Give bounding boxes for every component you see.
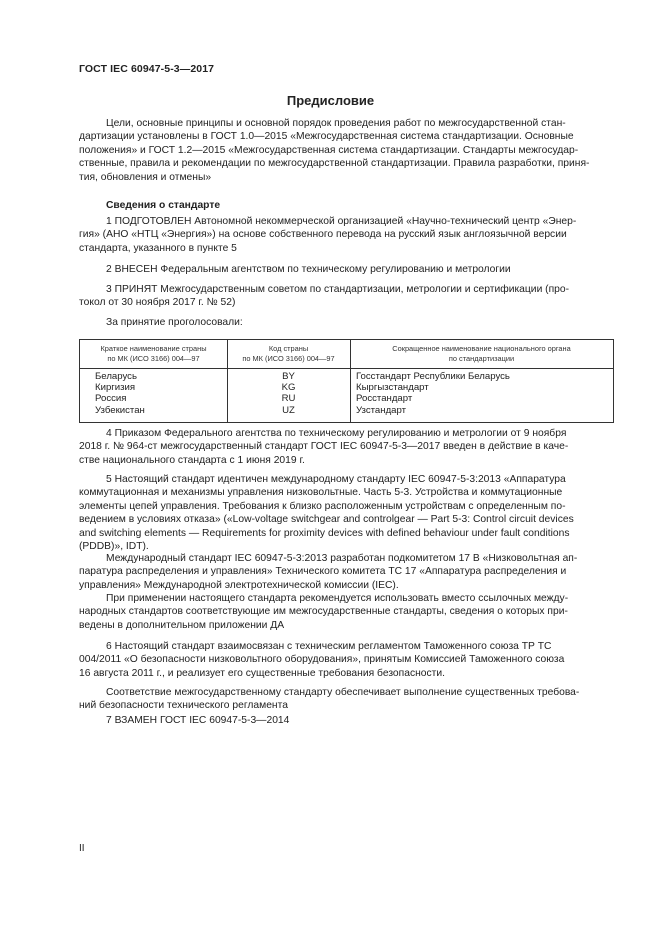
table-cell-country: Узбекистан [95, 404, 145, 416]
page-number: II [79, 843, 85, 854]
paragraph-1: 1 ПОДГОТОВЛЕН Автономной некоммерческой организацией «Научно-технический центр «Энер- гия» (АНО «НТЦ «Энергия») на основе собственного перевода на русский язык англоязычной версии стандарта, указанного в пункте 5 [79, 216, 577, 254]
code-column [227, 371, 350, 416]
table-cell-country: Беларусь [95, 371, 137, 382]
page-title: Предисловие [286, 93, 375, 108]
paragraph-3: 3 ПРИНЯТ Межгосударственным советом по стандартизации, метрологии и сертификации (про- токол от 30 ноября 2017 г. № 52) [79, 284, 570, 309]
body-column [356, 371, 510, 416]
voted-label: За принятие проголосовали: [106, 317, 243, 328]
country-column [95, 371, 145, 416]
table-cell-body: Узстандарт [356, 404, 407, 416]
table-cell-code: UZ [282, 404, 295, 416]
header-body: Сокращенное наименование национального органа по стандартизации [392, 344, 571, 363]
standard-header: ГОСТ IEC 60947-5-3—2017 [79, 63, 215, 75]
table-cell-code: KG [281, 382, 296, 394]
table-cell-body: Госстандарт Республики Беларусь [356, 371, 510, 382]
section-subheading: Сведения о стандарте [106, 200, 221, 211]
table-cell-country: Россия [95, 393, 127, 405]
table-cell-code: BY [282, 371, 295, 382]
voting-table [79, 339, 614, 423]
intro-paragraph: Цели, основные принципы и основной порядок проведения работ по межгосударственной стан- дартизации установлены в ГОСТ 1.0—2015 «Межгосударственная система стандартизации. Основные положения» и ГОСТ 1.2—2015 «Межгосударственная система стандартизации. Стандарты межгосудар- ственные, правила и рекомендации по межгосударственной стандартизации. Правила разработки, приня- тия, обновления и отмены» [79, 118, 590, 183]
header-code: Код страны по МК (ИСО 3166) 004—97 [242, 344, 335, 363]
table-cell-code: RU [281, 393, 296, 405]
paragraph-5b: Международный стандарт IEC 60947-5-3:2013 разработан подкомитетом 17 В «Низковольтная ап- паратура распределения и управления» Технического комитета ТС 17 «Аппаратура распределения и управления» Международной электротехнической комиссии (IEC). [79, 553, 578, 591]
table-cell-country: Киргизия [95, 382, 136, 394]
paragraph-4: 4 Приказом Федерального агентства по техническому регулированию и метрологии от 9 ноября 2018 г. № 964-ст межгосударственный стандарт ГОСТ IEC 60947-5-3—2017 введен в действие в каче- стве национального стандарта с 1 июня 2019 г. [79, 428, 569, 466]
paragraph-5c: При применении настоящего стандарта рекомендуется использовать вместо ссылочных между- народных стандартов соответствующие им межгосударственные стандарты, сведения о которых при- ведены в дополнительном приложении ДА [79, 593, 569, 631]
paragraph-6: 6 Настоящий стандарт взаимосвязан с техническим регламентом Таможенного союза ТР ТС 004/2011 «О безопасности низковольтного оборудования», принятым Комиссией Таможенного союза 16 августа 2011 г., и реализует его существенные требования безопасности. [79, 641, 565, 679]
paragraph-6b: Соответствие межгосударственному стандарту обеспечивает выполнение существенных требова- ний безопасности технического регламента [79, 687, 580, 712]
paragraph-7: 7 ВЗАМЕН ГОСТ IEC 60947-5-3—2014 [106, 715, 290, 726]
table-cell-body: Кыргызстандарт [356, 382, 429, 394]
header-country: Краткое наименование страны по МК (ИСО 3166) 004—97 [100, 344, 207, 363]
table-cell-body: Росстандарт [356, 393, 413, 405]
paragraph-5: 5 Настоящий стандарт идентичен международному стандарту IEC 60947-5-3:2013 «Аппаратура коммутационная и механизмы управления низковольтные. Часть 5-3. Устройства и коммутационные элементы цепей управления. Требования к близко расположенным устройствам с определенным по- ведением в условиях отказа» («Low-voltage switchgear and controlgear — Part 5-3: Control circuit devices and switching elements — Requirements for proximity devices with defined behaviour under fault conditions (PDDB)», IDT). [79, 474, 574, 553]
paragraph-2: 2 ВНЕСЕН Федеральным агентством по техническому регулированию и метрологии [106, 264, 511, 275]
